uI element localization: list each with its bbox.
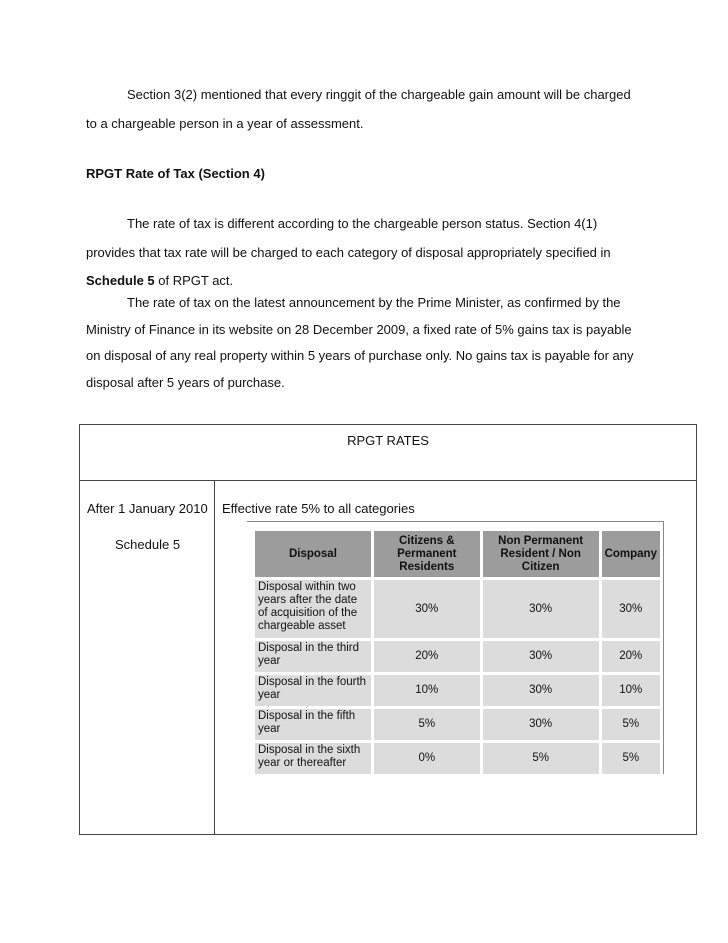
row-citizens: 5% <box>374 709 480 740</box>
column-divider <box>214 481 215 834</box>
row-non-permanent: 30% <box>483 675 599 706</box>
row-disposal: Disposal in the fourth year <box>255 675 371 706</box>
paragraph-3-line-1: The rate of tax on the latest announcement by the Prime Minister, as confirmed by the <box>127 295 621 310</box>
table-row <box>255 743 660 774</box>
table-row <box>255 675 660 706</box>
row-disposal: Disposal in the third year <box>255 641 371 672</box>
date-label: After 1 January 2010 <box>87 501 208 516</box>
rpgt-rates-header <box>80 425 696 481</box>
row-citizens: 30% <box>374 580 480 638</box>
rates-header-row <box>255 531 660 577</box>
row-citizens: 0% <box>374 743 480 774</box>
table-row <box>255 641 660 672</box>
schedule-5-rates-table <box>252 528 663 777</box>
row-citizens: 10% <box>374 675 480 706</box>
paragraph-2-line-2: provides that tax rate will be charged to each category of disposal appropriately specified in <box>86 245 611 260</box>
paragraph-3-line-4: disposal after 5 years of purchase. <box>86 375 285 390</box>
section-heading: RPGT Rate of Tax (Section 4) <box>86 166 265 181</box>
row-disposal: Disposal within two years after the date of acquisition of the chargeable asset <box>255 580 371 638</box>
row-disposal: Disposal in the fifth year <box>255 709 371 740</box>
effective-rate-label: Effective rate 5% to all categories <box>222 501 415 516</box>
table-row <box>255 709 660 740</box>
paragraph-3-line-2: Ministry of Finance in its website on 28 December 2009, a fixed rate of 5% gains tax is payable <box>86 322 632 337</box>
row-company: 30% <box>602 580 660 638</box>
header-disposal: Disposal <box>255 531 371 577</box>
row-non-permanent: 5% <box>483 743 599 774</box>
row-non-permanent: 30% <box>483 641 599 672</box>
paragraph-2-line-3 <box>86 273 233 288</box>
row-non-permanent: 30% <box>483 580 599 638</box>
paragraph-1-line-2: to a chargeable person in a year of assessment. <box>86 116 364 131</box>
header-non-permanent: Non Permanent Resident / Non Citizen <box>483 531 599 577</box>
header-company: Company <box>602 531 660 577</box>
row-non-permanent: 30% <box>483 709 599 740</box>
row-company: 5% <box>602 743 660 774</box>
row-citizens: 20% <box>374 641 480 672</box>
paragraph-3-line-3: on disposal of any real property within 5 years of purchase only. No gains tax is payable for any <box>86 348 634 363</box>
row-company: 20% <box>602 641 660 672</box>
row-company: 5% <box>602 709 660 740</box>
schedule-5-bold: Schedule 5 <box>86 273 155 288</box>
header-citizens: Citizens & Permanent Residents <box>374 531 480 577</box>
schedule-5-label: Schedule 5 <box>115 537 181 552</box>
table-row <box>255 580 660 638</box>
schedule-5-image <box>247 521 664 774</box>
rpgt-rates-title: RPGT RATES <box>347 433 429 448</box>
row-disposal: Disposal in the sixth year or thereafter <box>255 743 371 774</box>
paragraph-2-line-3-rest: of RPGT act. <box>154 273 234 288</box>
paragraph-1-line-1: Section 3(2) mentioned that every ringgit of the chargeable gain amount will be charged <box>127 87 631 102</box>
rpgt-rates-table <box>79 424 697 835</box>
paragraph-2-line-1: The rate of tax is different according to the chargeable person status. Section 4(1) <box>127 216 598 231</box>
row-company: 10% <box>602 675 660 706</box>
